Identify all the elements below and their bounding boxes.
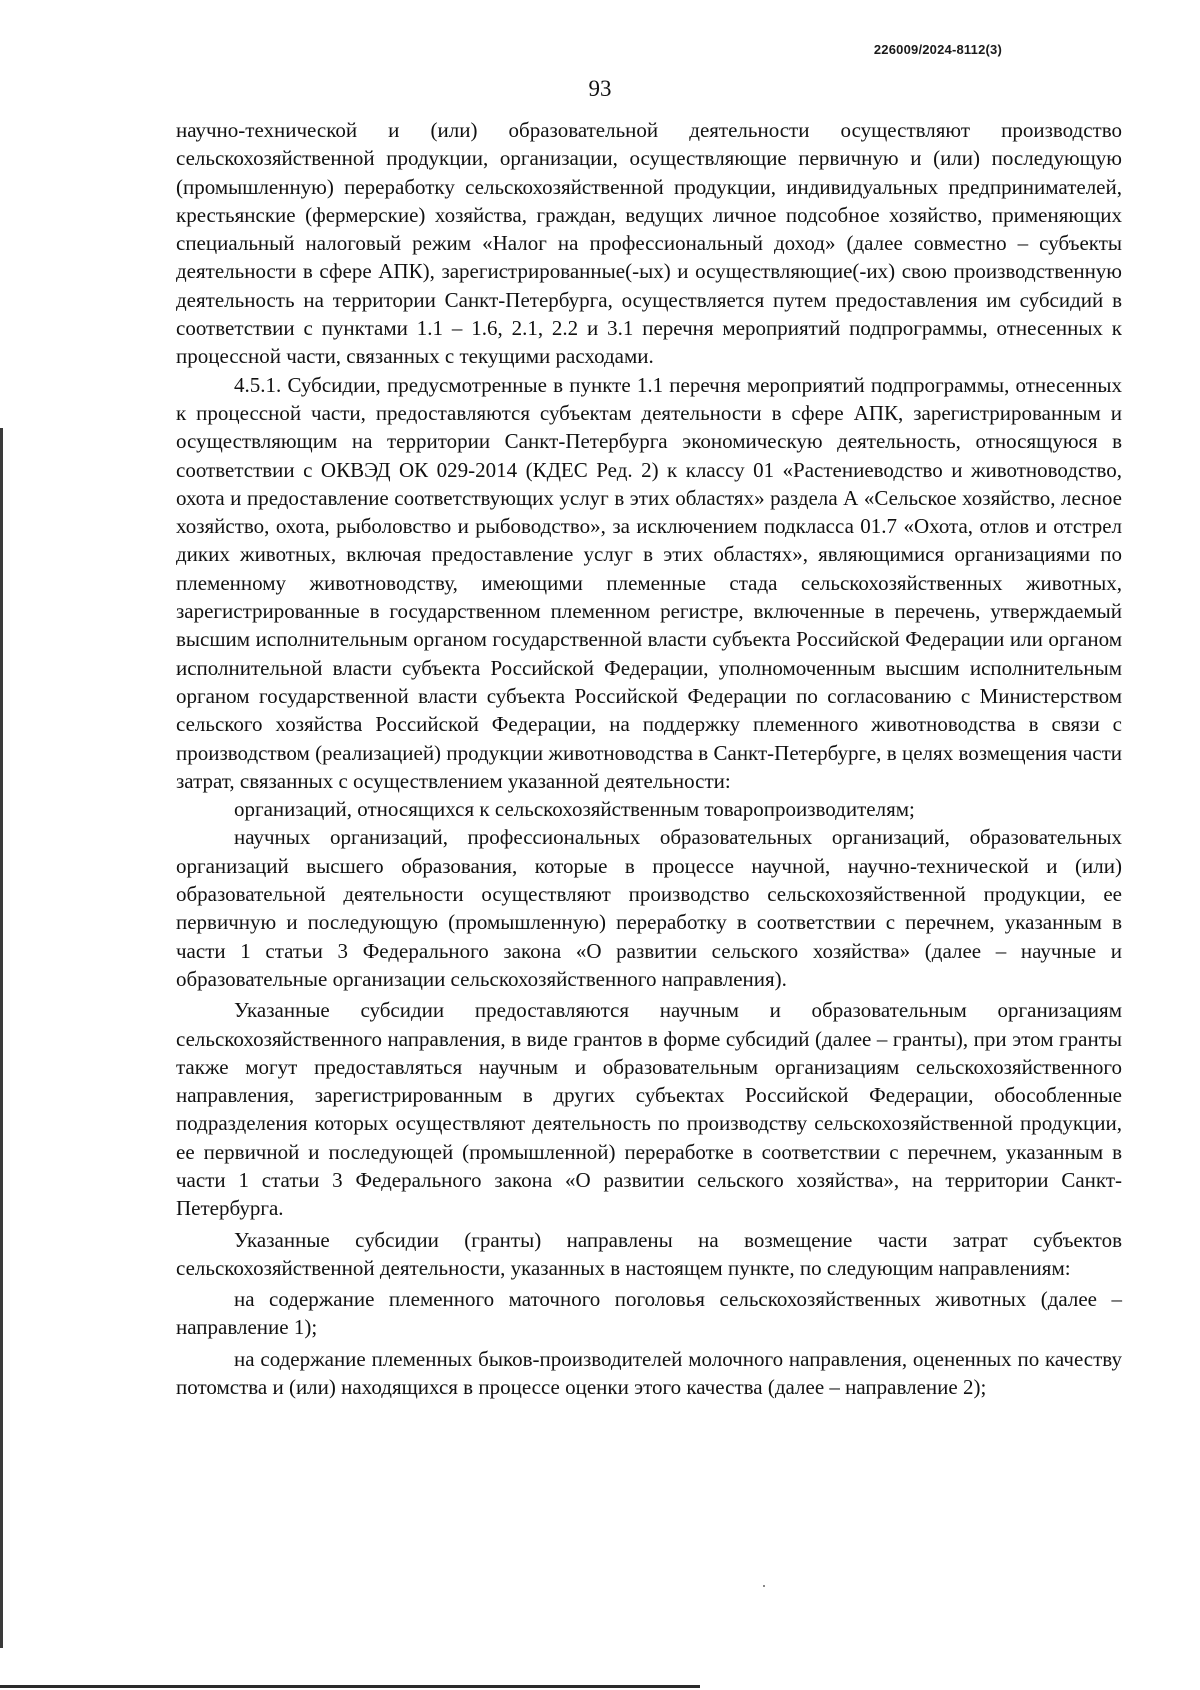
document-registration-number: 226009/2024-8112(3): [873, 42, 1002, 57]
paragraph-direction-1: на содержание племенного маточного поголовья сельскохозяйственных животных (далее – направление 1);: [176, 1287, 1122, 1340]
paragraph-list-item-scientific-organizations: научных организаций, профессиональных образовательных организаций, образовательных организаций высшего образования, которые в процессе научной, научно-технической и (или) образовательной деятельности осуществляют производство сельскохозяйственной продукции, ее первичную и последующую (промышленную) переработку в соответствии с перечнем, указанным в части 1 статьи 3 Федерального закона «О развитии сельского хозяйства» (далее – научные и образовательные организации сельскохозяйственного направления).: [176, 825, 1122, 991]
scan-speck: [763, 1585, 765, 1587]
paragraph-clause-4-5-1: 4.5.1. Субсидии, предусмотренные в пункте 1.1 перечня мероприятий подпрограммы, отнесенных к процессной части, предоставляются субъектам деятельности в сфере АПК, зарегистрированным и осуществляющим на территории Санкт-Петербурга экономическую деятельность, относящуюся в соответствии с ОКВЭД ОК 029-2014 (КДЕС Ред. 2) к классу 01 «Растениеводство и животноводство, охота и предоставление соответствующих услуг в этих областях» раздела А «Сельское хозяйство, лесное хозяйство, охота, рыболовство и рыбоводство», за исключением подкласса 01.7 «Охота, отлов и отстрел диких животных, включая предоставление услуг в этих областях», являющимися организациями по племенному животноводству, имеющими племенные стада сельскохозяйственных животных, зарегистрированные в государственном племенном регистре, включенные в перечень, утверждаемый высшим исполнительным органом государственной власти субъекта Российской Федерации или органом исполнительной власти субъекта Российской Федерации, уполномоченным высшим исполнительным органом государственной власти субъекта Российской Федерации по согласованию с Министерством сельского хозяйства Российской Федерации, на поддержку племенного животноводства в связи с производством (реализацией) продукции животноводства в Санкт-Петербурге, в целях возмещения части затрат, связанных с осуществлением указанной деятельности:: [176, 372, 1122, 793]
page-number: 93: [588, 76, 612, 101]
paragraph-direction-2: на содержание племенных быков-производителей молочного направления, оцененных по качеству потомства и (или) находящихся в процессе оценки этого качества (далее – направление 2);: [176, 1346, 1122, 1400]
document-body: [176, 116, 1122, 1401]
paragraph-grants: Указанные субсидии предоставляются научным и образовательным организациям сельскохозяйственного направления, в виде грантов в форме субсидий (далее – гранты), при этом гранты также могут предоставляться научным и образовательным организациям сельскохозяйственного направления, зарегистрированным в других субъектах Российской Федерации, обособленные подразделения которых осуществляют деятельность по производству сельскохозяйственной продукции, ее первичной и последующей (промышленной) переработке в соответствии с перечнем, указанным в части 1 статьи 3 Федерального закона «О развитии сельского хозяйства», на территории Санкт-Петербурга.: [176, 998, 1122, 1221]
scan-edge-mark: [0, 428, 3, 1648]
paragraph-list-item-agri-producers: организаций, относящихся к сельскохозяйственным товаропроизводителям;: [234, 797, 915, 822]
paragraph-continuation: научно-технической и (или) образовательной деятельности осуществляют производство сельскохозяйственной продукции, организации, осуществляющие первичную и (или) последующую (промышленную) переработку сельскохозяйственной продукции, индивидуальных предпринимателей, крестьянские (фермерские) хозяйства, граждан, ведущих личное подсобное хозяйство, применяющих специальный налоговый режим «Налог на профессиональный доход» (далее совместно – субъекты деятельности в сфере АПК), зарегистрированные(-ых) и осуществляющие(-их) свою производственную деятельность на территории Санкт-Петербурга, осуществляется путем предоставления им субсидий в соответствии с пунктами 1.1 – 1.6, 2.1, 2.2 и 3.1 перечня мероприятий подпрограммы, отнесенных к процессной части, связанных с текущими расходами.: [176, 118, 1122, 369]
paragraph-subsidy-directions: Указанные субсидии (гранты) направлены на возмещение части затрат субъектов сельскохозяйственной деятельности, указанных в настоящем пункте, по следующим направлениям:: [176, 1227, 1122, 1280]
scan-bottom-line: [0, 1685, 700, 1688]
